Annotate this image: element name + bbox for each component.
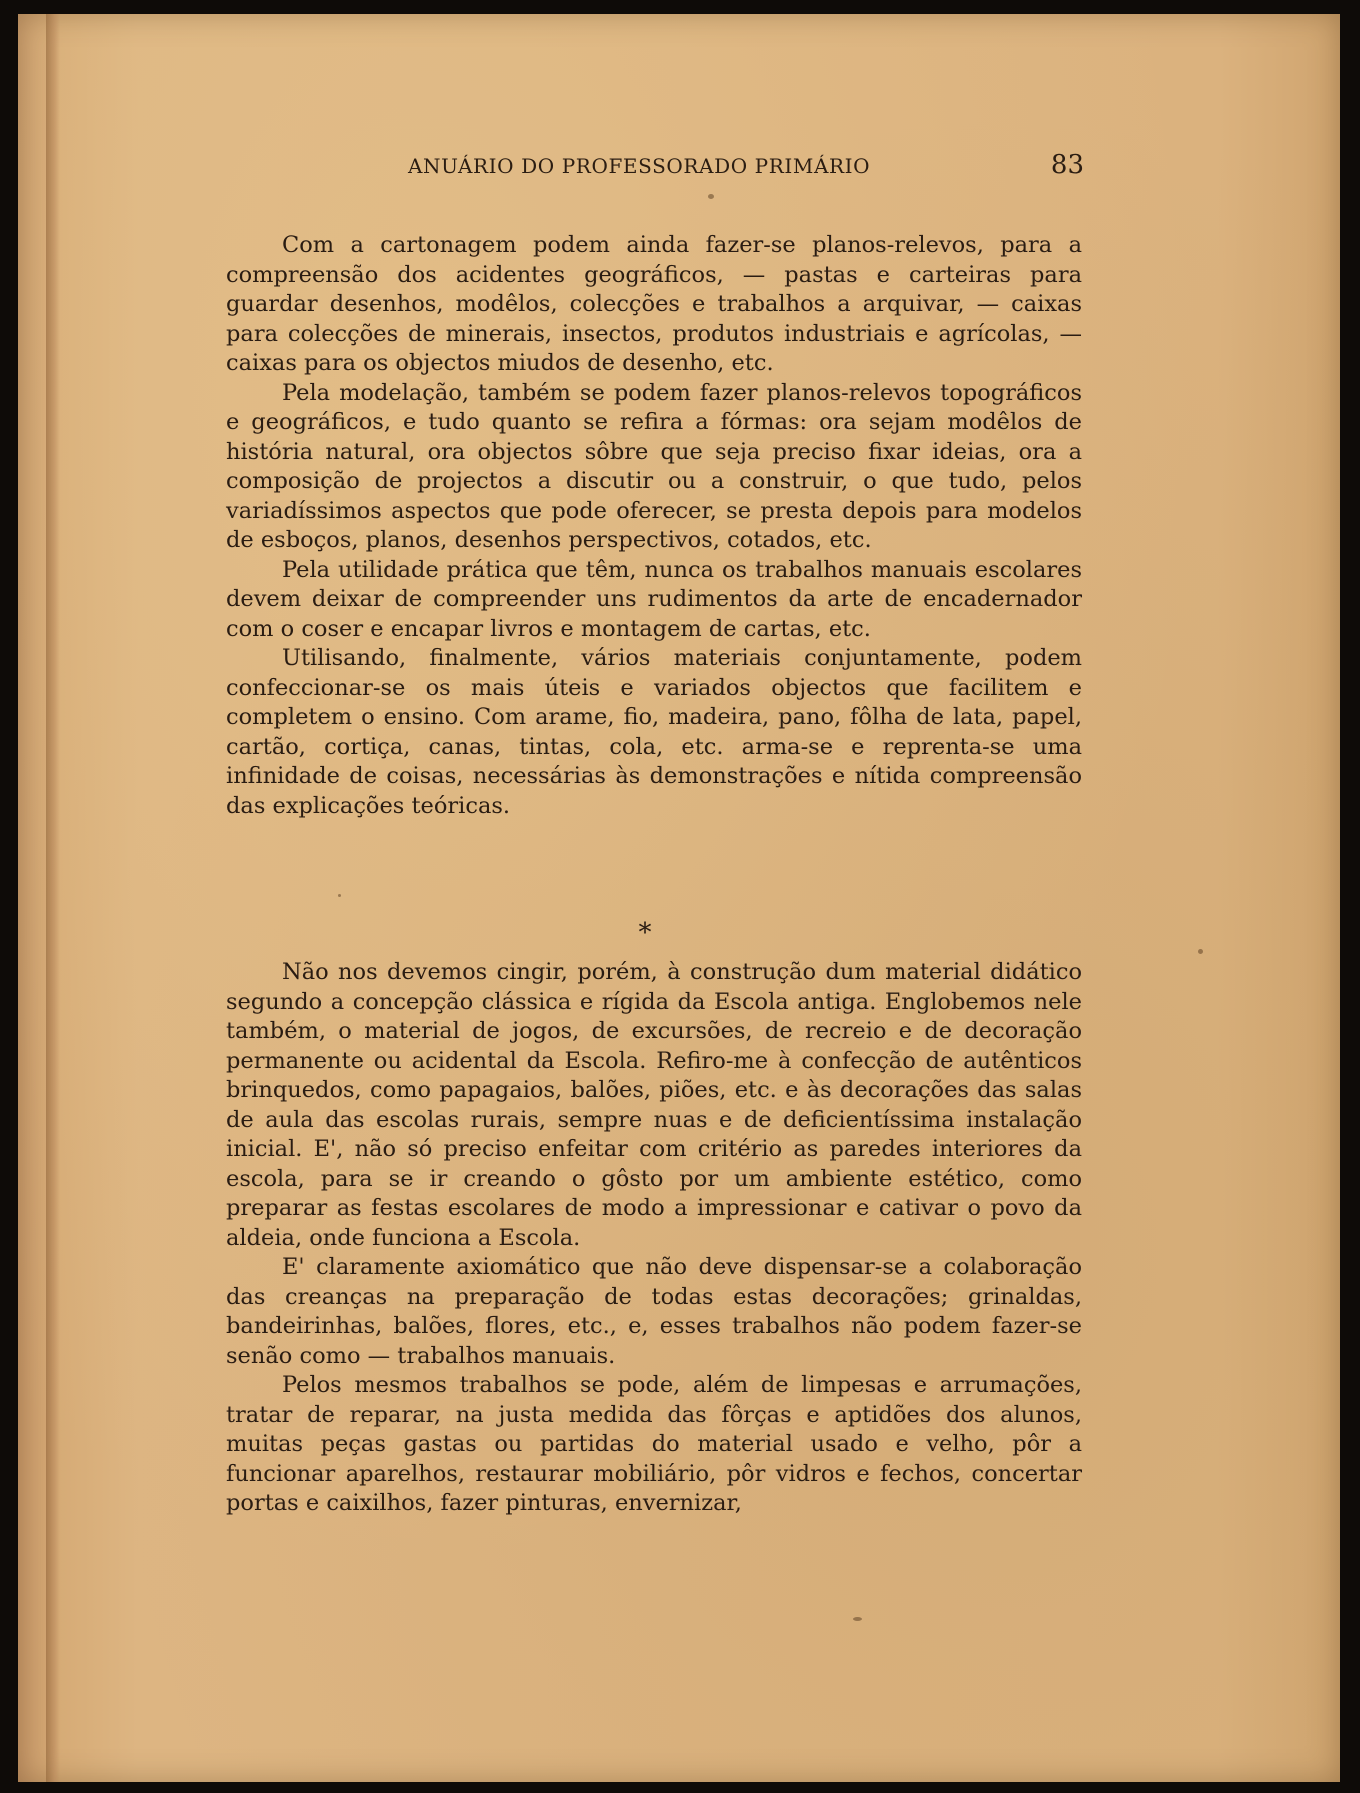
paragraph: Pelos mesmos trabalhos se pode, além de limpesas e arrumações, tratar de reparar, na justa medida das fôrças e aptidões dos alunos, muitas peças gastas ou partidas do material usado e velho, pôr a funcionar aparelhos, restaurar mobiliário, pôr vidros e fechos, concertar portas e caixilhos, fazer pinturas, envernizar, — [226, 1372, 1082, 1516]
paragraph: Não nos devemos cingir, porém, à construção dum material didático segundo a concepção clássica e rígida da Escola antiga. Englobemos nele também, o material de jogos, de excursões, de recreio e de decoração permanente ou acidental da Escola. Refiro-me à confecção de autênticos brinquedos, como papagaios, balões, piões, etc. e às decorações das salas de aula das escolas rurais, sempre nuas e de deficientíssima instalação inicial. E', não só preciso enfeitar com critério as paredes interiores da escola, para se ir creando o gôsto por um ambiente estético, como preparar as festas escolares de modo a impressionar e cativar o povo da aldeia, onde funciona a Escola. — [226, 959, 1082, 1251]
paragraph: Utilisando, finalmente, vários materiais conjuntamente, podem confeccionar-se os mais úteis e variados objectos que facilitem e completem o ensino. Com arame, fio, madeira, pano, fôlha de lata, papel, cartão, cortiça, canas, tintas, cola, etc. arma-se e reprenta-se uma infinidade de coisas, necessárias às demonstrações e nítida compreensão das explicações teóricas. — [226, 645, 1082, 819]
paragraph: Pela utilidade prática que têm, nunca os trabalhos manuais escolares devem deixar de compreender uns rudimentos da arte de encadernador com o coser e encapar livros e montagem de cartas, etc. — [226, 556, 1082, 642]
paragraph: Com a cartonagem podem ainda fazer-se planos-relevos, para a compreensão dos acidentes geográficos, — pastas e carteiras para guardar desenhos, modêlos, colecções e trabalhos a arquivar, — caixas para colecções de minerais, insectos, produtos industriais e agrícolas, — caixas para os objectos miudos de desenho, etc. — [226, 232, 1082, 376]
paragraph: E' claramente axiomático que não deve dispensar-se a colaboração das creanças na preparação de todas estas decorações; grinaldas, bandeirinhas, balões, flores, etc., e, esses trabalhos não podem fazer-se senão como — trabalhos manuais. — [226, 1254, 1082, 1369]
page-header — [180, 150, 1084, 184]
running-head: ANUÁRIO DO PROFESSORADO PRIMÁRIO — [408, 154, 871, 178]
paper-speck — [853, 1617, 862, 1621]
binding-edge — [46, 14, 60, 1782]
page-number: 83 — [1050, 150, 1084, 180]
paragraph: Pela modelação, também se podem fazer planos-relevos topográficos e geográficos, e tudo quanto se refira a fórmas: ora sejam modêlos de história natural, ora objectos sôbre que seja preciso fixar ideias, ora a composição de projectos a discutir ou a construir, o que tudo, pelos variadíssimos aspectos que pode oferecer, se presta depois para modelos de esboços, planos, desenhos perspectivos, cotados, etc. — [226, 379, 1082, 553]
body-text-upper — [226, 231, 1082, 821]
paper-speck — [708, 194, 714, 199]
body-text-lower — [226, 958, 1082, 1519]
paper-speck — [338, 894, 341, 897]
section-divider-asterisk: * — [638, 918, 652, 948]
paper-speck — [1198, 949, 1203, 954]
